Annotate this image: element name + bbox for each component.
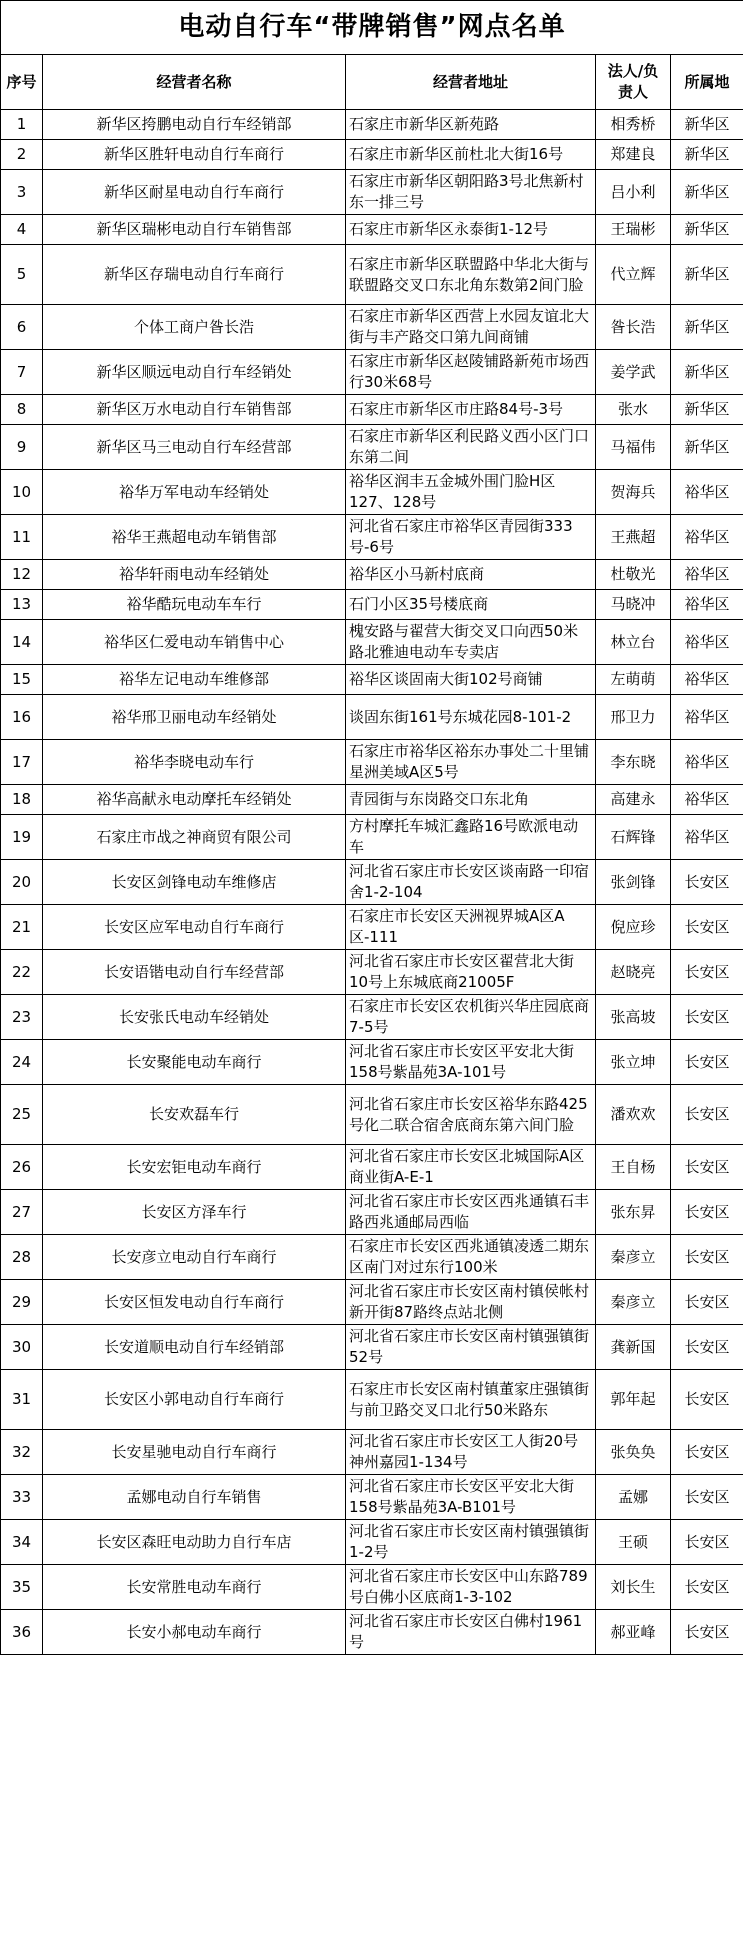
row-number: 32 [1,1430,43,1475]
dealer-address: 石家庄市新华区前杜北大街16号 [346,140,596,170]
header-district: 所属地 [671,55,743,110]
header-person-line2: 责人 [617,83,648,101]
dealer-name: 裕华酷玩电动车车行 [43,590,346,620]
dealer-address: 裕华区小马新村底商 [346,560,596,590]
row-number: 28 [1,1235,43,1280]
row-number: 1 [1,110,43,140]
responsible-person: 王瑞彬 [596,215,671,245]
dealer-name: 个体工商户昝长浩 [43,305,346,350]
dealer-name: 长安道顺电动自行车经销部 [43,1325,346,1370]
district: 长安区 [671,1325,743,1370]
dealer-address: 青园街与东岗路交口东北角 [346,785,596,815]
table-row [1,1190,743,1235]
responsible-person: 龚新国 [596,1325,671,1370]
district: 裕华区 [671,740,743,785]
dealer-name: 长安区森旺电动助力自行车店 [43,1520,346,1565]
table-row [1,215,743,245]
district: 裕华区 [671,695,743,740]
dealer-address: 石家庄市新华区市庄路84号-3号 [346,395,596,425]
table-body [1,110,743,1655]
row-number: 2 [1,140,43,170]
district: 长安区 [671,1190,743,1235]
dealer-address: 石家庄市新华区朝阳路3号北焦新村东一排三号 [346,170,596,215]
dealer-address: 石家庄市新华区永泰街1-12号 [346,215,596,245]
table-row [1,425,743,470]
dealer-address: 石家庄市裕华区裕东办事处二十里铺星洲美域A区5号 [346,740,596,785]
responsible-person: 王自杨 [596,1145,671,1190]
row-number: 26 [1,1145,43,1190]
dealer-address: 方村摩托车城汇鑫路16号欧派电动车 [346,815,596,860]
district: 新华区 [671,350,743,395]
responsible-person: 秦彦立 [596,1235,671,1280]
responsible-person: 邢卫力 [596,695,671,740]
dealer-address: 河北省石家庄市长安区平安北大街158号紫晶苑3A-B101号 [346,1475,596,1520]
dealer-name: 长安语锴电动自行车经营部 [43,950,346,995]
district: 裕华区 [671,665,743,695]
table-row [1,950,743,995]
dealer-name: 裕华高献永电动摩托车经销处 [43,785,346,815]
dealer-address: 石家庄市新华区赵陵铺路新苑市场西行30米68号 [346,350,596,395]
district: 长安区 [671,1235,743,1280]
district: 新华区 [671,425,743,470]
district: 长安区 [671,1610,743,1655]
dealer-name: 长安区小郭电动自行车商行 [43,1370,346,1430]
table-row [1,1040,743,1085]
dealer-name: 新华区挎鹏电动自行车经销部 [43,110,346,140]
responsible-person: 孟娜 [596,1475,671,1520]
responsible-person: 赵晓亮 [596,950,671,995]
responsible-person: 杜敬光 [596,560,671,590]
dealer-address: 石家庄市新华区利民路义西小区门口东第二间 [346,425,596,470]
table-row [1,1145,743,1190]
district: 长安区 [671,950,743,995]
table-row [1,470,743,515]
row-number: 12 [1,560,43,590]
dealer-name: 长安欢磊车行 [43,1085,346,1145]
row-number: 25 [1,1085,43,1145]
district: 裕华区 [671,620,743,665]
dealer-name: 新华区万水电动自行车销售部 [43,395,346,425]
district: 长安区 [671,1475,743,1520]
responsible-person: 王硕 [596,1520,671,1565]
district: 裕华区 [671,515,743,560]
dealer-name: 长安彦立电动自行车商行 [43,1235,346,1280]
row-number: 7 [1,350,43,395]
row-number: 3 [1,170,43,215]
row-number: 36 [1,1610,43,1655]
district: 长安区 [671,1430,743,1475]
dealer-name: 裕华邢卫丽电动车经销处 [43,695,346,740]
responsible-person: 刘长生 [596,1565,671,1610]
row-number: 29 [1,1280,43,1325]
responsible-person: 王燕超 [596,515,671,560]
responsible-person: 石辉锋 [596,815,671,860]
responsible-person: 相秀桥 [596,110,671,140]
row-number: 33 [1,1475,43,1520]
dealer-name: 长安张氏电动车经销处 [43,995,346,1040]
district: 长安区 [671,1565,743,1610]
dealer-address: 石家庄市长安区农机街兴华庄园底商7-5号 [346,995,596,1040]
row-number: 8 [1,395,43,425]
row-number: 23 [1,995,43,1040]
dealer-name: 新华区胜轩电动自行车商行 [43,140,346,170]
table-row [1,665,743,695]
table-row [1,170,743,215]
district: 裕华区 [671,815,743,860]
dealer-name: 石家庄市战之神商贸有限公司 [43,815,346,860]
responsible-person: 张剑锋 [596,860,671,905]
table-row [1,1520,743,1565]
responsible-person: 林立台 [596,620,671,665]
dealer-name: 新华区顺远电动自行车经销处 [43,350,346,395]
dealer-name: 裕华李晓电动车行 [43,740,346,785]
district: 长安区 [671,905,743,950]
dealer-address: 河北省石家庄市长安区翟营北大街10号上东城底商21005F [346,950,596,995]
table-row [1,1610,743,1655]
dealer-address: 河北省石家庄市长安区南村镇强镇街52号 [346,1325,596,1370]
table-row [1,785,743,815]
dealer-address: 石家庄市新华区联盟路中华北大街与联盟路交叉口东北角东数第2间门脸 [346,245,596,305]
table-row [1,1370,743,1430]
dealer-name: 裕华左记电动车维修部 [43,665,346,695]
responsible-person: 郑建良 [596,140,671,170]
row-number: 22 [1,950,43,995]
dealer-address: 河北省石家庄市长安区平安北大街158号紫晶苑3A-101号 [346,1040,596,1085]
row-number: 6 [1,305,43,350]
dealer-name: 新华区瑞彬电动自行车销售部 [43,215,346,245]
row-number: 21 [1,905,43,950]
district: 裕华区 [671,590,743,620]
dealer-name: 新华区存瑞电动自行车商行 [43,245,346,305]
district: 长安区 [671,1040,743,1085]
header-address: 经营者地址 [346,55,596,110]
responsible-person: 张立坤 [596,1040,671,1085]
responsible-person: 郝亚峰 [596,1610,671,1655]
responsible-person: 马福伟 [596,425,671,470]
responsible-person: 潘欢欢 [596,1085,671,1145]
row-number: 16 [1,695,43,740]
responsible-person: 郭年起 [596,1370,671,1430]
responsible-person: 张奂奂 [596,1430,671,1475]
dealer-address: 石家庄市新华区新苑路 [346,110,596,140]
dealer-name: 长安区应军电动自行车商行 [43,905,346,950]
responsible-person: 姜学武 [596,350,671,395]
header-row [1,55,743,110]
table-row [1,140,743,170]
responsible-person: 张高坡 [596,995,671,1040]
header-name: 经营者名称 [43,55,346,110]
dealer-address: 河北省石家庄市长安区北城国际A区商业街A-E-1 [346,1145,596,1190]
dealer-name: 新华区马三电动自行车经营部 [43,425,346,470]
row-number: 5 [1,245,43,305]
responsible-person: 秦彦立 [596,1280,671,1325]
table-row [1,245,743,305]
responsible-person: 李东晓 [596,740,671,785]
row-number: 4 [1,215,43,245]
table-row [1,740,743,785]
table-row [1,1085,743,1145]
row-number: 35 [1,1565,43,1610]
responsible-person: 吕小利 [596,170,671,215]
responsible-person: 高建永 [596,785,671,815]
dealer-address: 石家庄市长安区天洲视界城A区A区-111 [346,905,596,950]
dealer-address: 河北省石家庄市长安区南村镇侯帐村新开街87路终点站北侧 [346,1280,596,1325]
table-row [1,1565,743,1610]
district: 裕华区 [671,470,743,515]
district: 新华区 [671,110,743,140]
dealer-name: 长安区恒发电动自行车商行 [43,1280,346,1325]
dealer-address: 河北省石家庄市长安区南村镇强镇街1-2号 [346,1520,596,1565]
district: 新华区 [671,215,743,245]
dealer-address: 河北省石家庄市长安区工人街20号神州嘉园1-134号 [346,1430,596,1475]
table-row [1,1235,743,1280]
district: 长安区 [671,1520,743,1565]
responsible-person: 张东昇 [596,1190,671,1235]
responsible-person: 马晓冲 [596,590,671,620]
table-row [1,1430,743,1475]
dealer-name: 裕华轩雨电动车经销处 [43,560,346,590]
table-row [1,515,743,560]
row-number: 11 [1,515,43,560]
row-number: 24 [1,1040,43,1085]
table-row [1,350,743,395]
dealer-address: 河北省石家庄市长安区西兆通镇石丰路西兆通邮局西临 [346,1190,596,1235]
dealer-address: 槐安路与翟营大街交叉口向西50米路北雅迪电动车专卖店 [346,620,596,665]
row-number: 19 [1,815,43,860]
responsible-person: 倪应珍 [596,905,671,950]
district: 新华区 [671,140,743,170]
table-row [1,590,743,620]
responsible-person: 昝长浩 [596,305,671,350]
district: 新华区 [671,395,743,425]
row-number: 9 [1,425,43,470]
dealer-name: 长安区剑锋电动车维修店 [43,860,346,905]
table-row [1,1325,743,1370]
table-row [1,995,743,1040]
table-row [1,620,743,665]
row-number: 13 [1,590,43,620]
district: 长安区 [671,1370,743,1430]
dealer-name: 孟娜电动自行车销售 [43,1475,346,1520]
responsible-person: 张水 [596,395,671,425]
dealer-name: 长安聚能电动车商行 [43,1040,346,1085]
dealer-name: 长安星驰电动自行车商行 [43,1430,346,1475]
table-row [1,110,743,140]
row-number: 31 [1,1370,43,1430]
district: 长安区 [671,1085,743,1145]
dealer-name: 长安宏钜电动车商行 [43,1145,346,1190]
table-row [1,1475,743,1520]
dealer-address: 石家庄市长安区西兆通镇凌透二期东区南门对过东行100米 [346,1235,596,1280]
district: 长安区 [671,1280,743,1325]
table-row [1,695,743,740]
header-no: 序号 [1,55,43,110]
district: 长安区 [671,1145,743,1190]
dealer-address: 谈固东街161号东城花园8-101-2 [346,695,596,740]
dealer-address: 河北省石家庄市长安区裕华东路425号化二联合宿舍底商东第六间门脸 [346,1085,596,1145]
responsible-person: 左萌萌 [596,665,671,695]
dealer-address: 河北省石家庄市长安区中山东路789号白佛小区底商1-3-102 [346,1565,596,1610]
row-number: 18 [1,785,43,815]
dealer-address: 裕华区润丰五金城外围门脸H区127、128号 [346,470,596,515]
dealer-name: 长安常胜电动车商行 [43,1565,346,1610]
dealer-address: 石家庄市新华区西营上水园友谊北大街与丰产路交口第九间商铺 [346,305,596,350]
dealer-address: 裕华区谈固南大街102号商铺 [346,665,596,695]
dealer-address: 河北省石家庄市长安区谈南路一印宿舍1-2-104 [346,860,596,905]
responsible-person: 贺海兵 [596,470,671,515]
dealer-name: 裕华王燕超电动车销售部 [43,515,346,560]
row-number: 20 [1,860,43,905]
responsible-person: 代立辉 [596,245,671,305]
district: 裕华区 [671,785,743,815]
district: 新华区 [671,170,743,215]
table-row [1,1280,743,1325]
table-row [1,560,743,590]
row-number: 27 [1,1190,43,1235]
table-row [1,305,743,350]
table-row [1,395,743,425]
dealer-address: 河北省石家庄市长安区白佛村1961号 [346,1610,596,1655]
row-number: 15 [1,665,43,695]
row-number: 17 [1,740,43,785]
row-number: 10 [1,470,43,515]
table-row [1,860,743,905]
district: 长安区 [671,860,743,905]
dealer-name: 长安区方泽车行 [43,1190,346,1235]
page-title: 电动自行车“带牌销售”网点名单 [1,1,743,55]
dealer-address: 石家庄市长安区南村镇董家庄强镇街与前卫路交叉口北行50米路东 [346,1370,596,1430]
district: 新华区 [671,245,743,305]
dealer-address: 石门小区35号楼底商 [346,590,596,620]
dealer-name: 新华区耐星电动自行车商行 [43,170,346,215]
table-row [1,815,743,860]
district: 新华区 [671,305,743,350]
dealer-address: 河北省石家庄市裕华区青园街333号-6号 [346,515,596,560]
row-number: 14 [1,620,43,665]
header-person [596,55,671,110]
district: 长安区 [671,995,743,1040]
dealer-name: 长安小郝电动车商行 [43,1610,346,1655]
row-number: 34 [1,1520,43,1565]
table-row [1,905,743,950]
header-person-line1: 法人/负 [607,62,659,80]
district: 裕华区 [671,560,743,590]
row-number: 30 [1,1325,43,1370]
dealer-name: 裕华万军电动车经销处 [43,470,346,515]
dealer-name: 裕华区仁爱电动车销售中心 [43,620,346,665]
